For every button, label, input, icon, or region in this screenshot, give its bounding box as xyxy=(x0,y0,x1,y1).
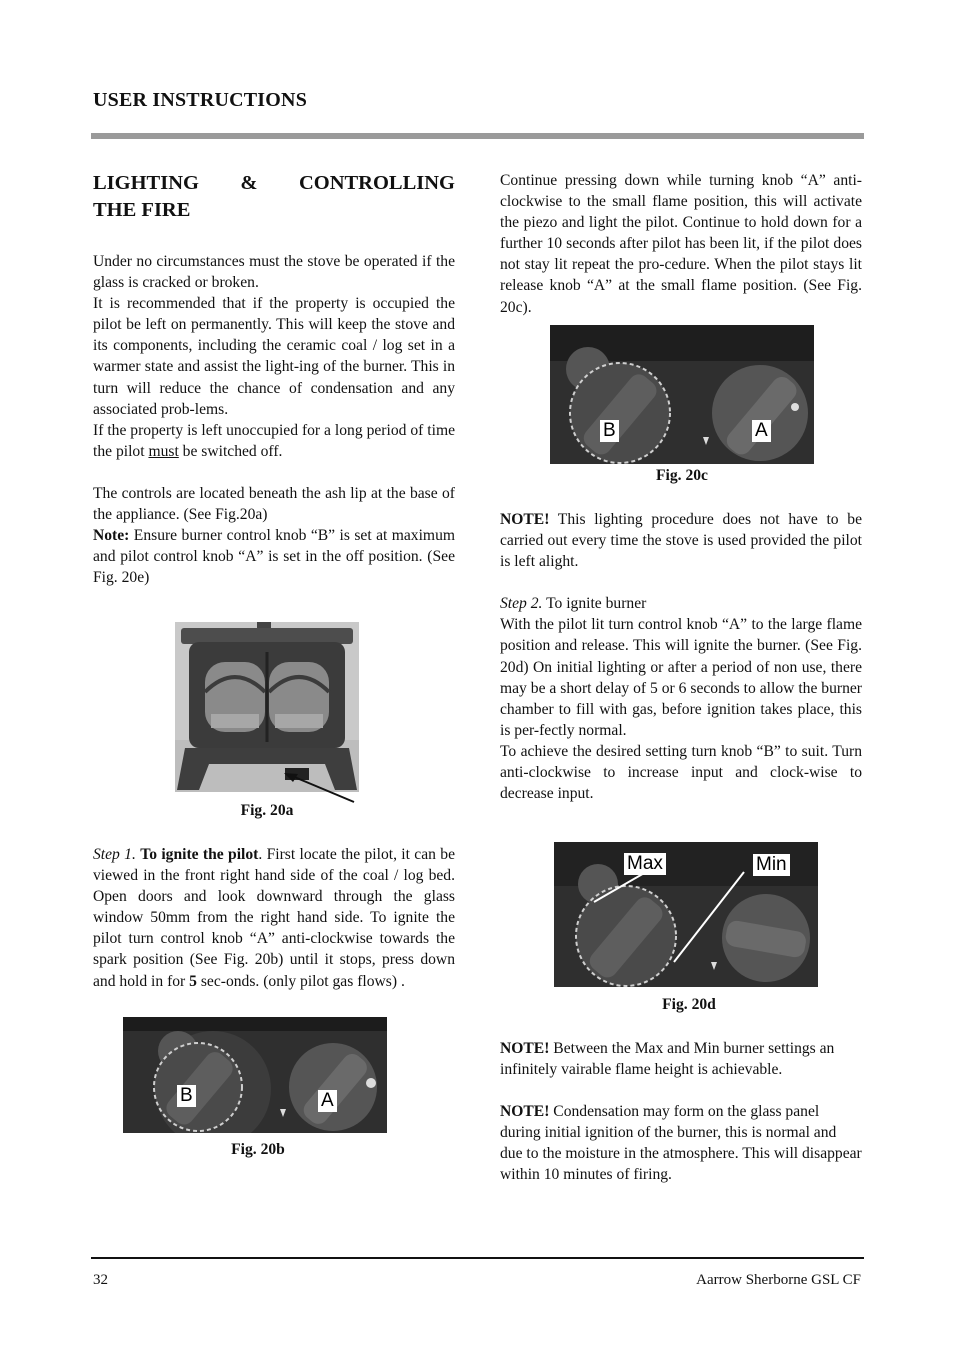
stove-photo xyxy=(175,622,359,792)
fig-20d-caption: Fig. 20d xyxy=(662,996,716,1013)
paragraph-note: Note: Ensure burner control knob “B” is set at maximum and pilot control knob “A” is set in the off position. (See Fig. 20e) xyxy=(93,527,455,587)
step-2-paragraph: With the pilot lit turn control knob “A” to the large flame position and release. This will ignite the burner. (See Fig. 20d) On initial lighting or after a period of non use, there may be a short delay of 5 or 6 seconds to allow the burner chamber to fill with gas, before ignition takes place, this is per-fectly normal. xyxy=(500,616,862,739)
knob-b-label: B xyxy=(177,1085,196,1107)
knob-a-label: A xyxy=(752,420,771,442)
paragraph-unoccupied: If the property is left unoccupied for a long period of time the pilot must be switched off. xyxy=(93,421,455,460)
note-flame-height: NOTE! Between the Max and Min burner settings an infinitely vairable flame height is achievable. xyxy=(500,1040,835,1079)
right-intro-paragraph: Continue pressing down while turning knob “A” anti-clockwise to the small flame position, this will activate the piezo and light the pilot. Continue to hold down for a further 10 seconds after pilot has been lit, if the pilot does not stay lit repeat the pro-cedure. When the pilot stays lit release knob “A” at the small flame position. (See Fig. 20c). xyxy=(500,172,862,316)
underlined-must: must xyxy=(148,442,179,460)
left-column-text xyxy=(93,251,455,588)
right-notes-and-step-2 xyxy=(500,509,862,804)
section-title-line-2: THE FIRE xyxy=(93,199,191,221)
step-2-adjust-paragraph: To achieve the desired setting turn knob “B” to suit. Turn anti-clockwise to increase input and clock-wise to decrease input. xyxy=(500,742,862,803)
control-knobs-photo-20c xyxy=(550,325,814,464)
paragraph-pilot-recommendation: It is recommended that if the property is occupied the pilot be left on permanently. This will keep the stove and its components, including the ceramic coal / log set in a warmer state and assist the light-ing of the burner. This in turn will reduce the chance of condensation and any associated prob-lems. xyxy=(93,295,455,418)
min-label: Min xyxy=(753,854,790,876)
max-label: Max xyxy=(624,853,666,875)
paragraph-glass-warning: Under no circumstances must the stove be operated if the glass is cracked or broken. xyxy=(93,253,455,292)
note-lighting-procedure: NOTE! This lighting procedure does not have to be carried out every time the stove is used provided the pilot is left alight. xyxy=(500,511,862,571)
fig-20b-caption: Fig. 20b xyxy=(231,1141,285,1158)
fig-20c-caption: Fig. 20c xyxy=(656,467,708,484)
page-header-title: USER INSTRUCTIONS xyxy=(93,89,308,111)
control-knobs-photo-20b xyxy=(123,1017,387,1133)
knob-a-label: A xyxy=(318,1090,337,1112)
step-1-paragraph: Step 1. To ignite the pilot. First locate the pilot, it can be viewed in the front right hand side of the coal / log bed. Open doors and look downward through the glass window 50mm from the right hand side. To ignite the pilot turn control knob “A” anti-clockwise towards the spark position (See Fig. 20b) until it stops, press down and hold in for 5 sec-onds. (only pilot gas flows) . xyxy=(93,846,456,990)
step-2-heading: Step 2. To ignite burner xyxy=(500,595,647,613)
section-title-word-1: LIGHTING xyxy=(93,172,199,194)
knob-b-label: B xyxy=(600,420,619,442)
right-final-notes xyxy=(500,1038,862,1186)
control-knobs-photo-20d xyxy=(554,842,818,987)
section-title-word-2: CONTROLLING xyxy=(298,172,455,194)
product-name: Aarrow Sherborne GSL CF xyxy=(696,1272,861,1288)
section-title-ampersand: & xyxy=(240,172,258,194)
header-divider xyxy=(91,133,864,139)
footer-divider xyxy=(91,1257,864,1259)
page-number: 32 xyxy=(93,1272,108,1288)
section-title xyxy=(93,170,455,224)
paragraph-controls-location: The controls are located beneath the ash lip at the base of the appliance. (See Fig.20a) xyxy=(93,484,455,524)
note-condensation: NOTE! Condensation may form on the glass panel during initial ignition of the burner, this is normal and due to the moisture in the atmosphere. This will disappear within 10 minutes of firing. xyxy=(500,1103,862,1184)
fig-20a-caption: Fig. 20a xyxy=(240,802,294,819)
